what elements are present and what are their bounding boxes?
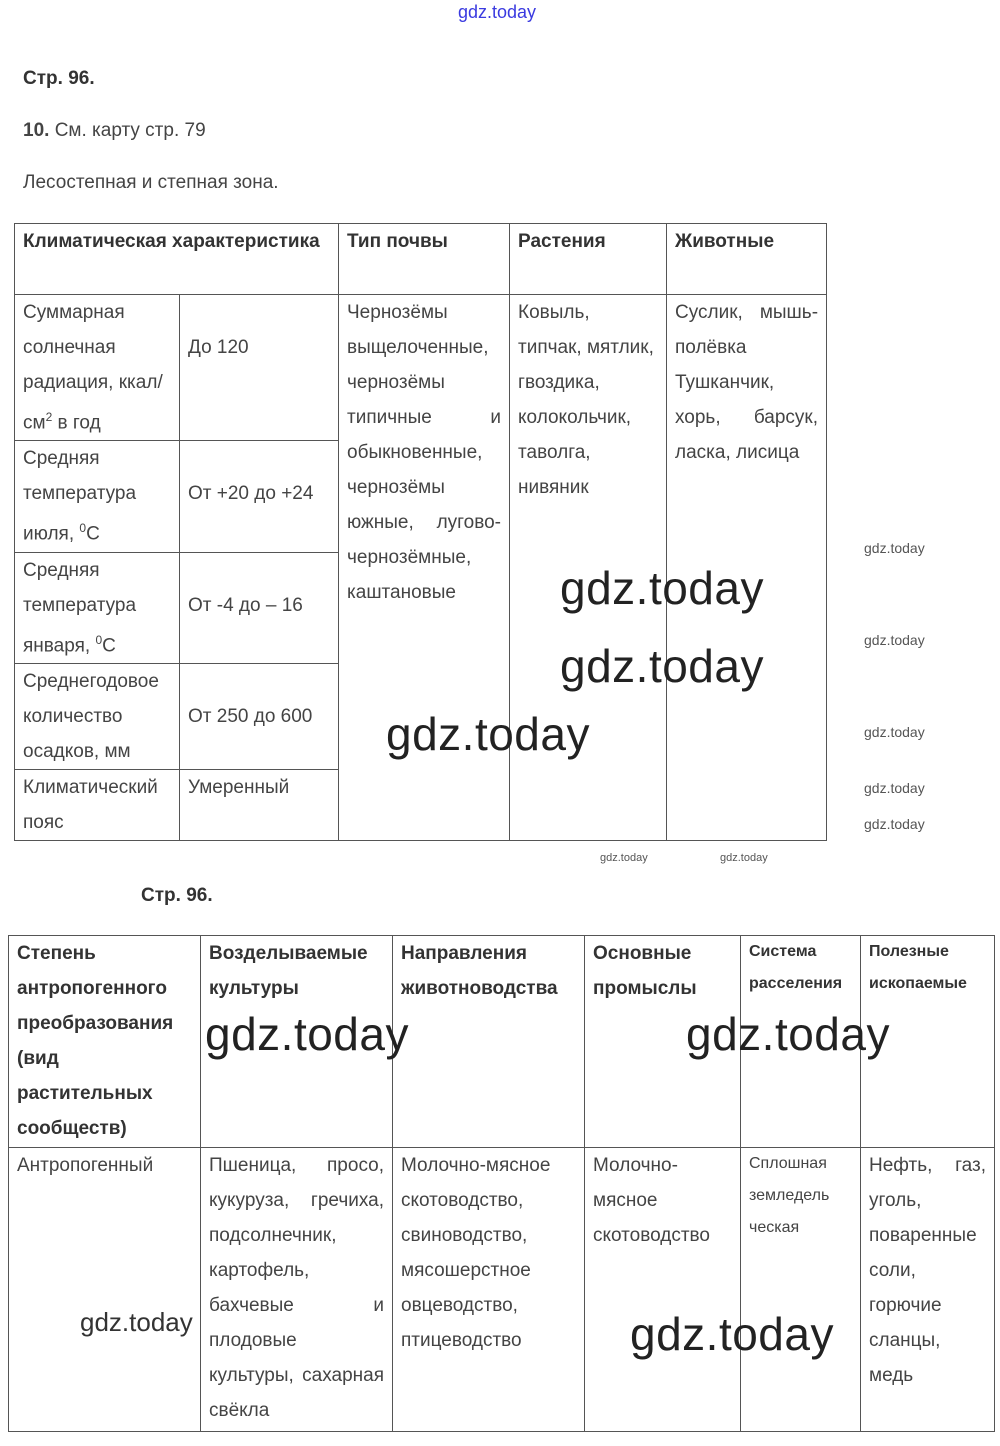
watermark: gdz.today <box>864 780 925 796</box>
header-transformation: Степень антропогенного преобразования (вид растительных сообществ) <box>9 936 201 1148</box>
watermark: gdz.today <box>864 724 925 740</box>
climate-label: Средняя температура июля, $^0$С <box>15 441 180 552</box>
watermark: gdz.today <box>600 852 648 864</box>
crops-cell: Пшеница, просо, кукуруза, гречиха, подсолнечник, картофель, бахчевые и плодовые культуры, сахарная свёкла <box>201 1148 393 1432</box>
header-crops: Возделываемые культуры <box>201 936 393 1148</box>
climate-label: Суммарная солнечная радиация, ккал/$см^2$ в год <box>15 295 180 441</box>
zone-title: Лесостепная и степная зона. <box>23 172 279 193</box>
transformation-cell: Антропогенный <box>9 1148 201 1432</box>
header-livestock: Направления животноводства <box>393 936 585 1148</box>
task-number: 10. <box>23 120 50 141</box>
table-row <box>9 1148 995 1432</box>
table-header-row <box>15 224 827 295</box>
task-text: См. карту стр. 79 <box>54 120 206 141</box>
climate-value: От -4 до – 16 <box>180 552 339 663</box>
header-animals: Животные <box>667 224 827 295</box>
soil-cell: Чернозёмы выщелоченные, чернозёмы типичные и обыкновенные, чернозёмы южные, лугово-чернозёмные, каштановые <box>339 295 510 841</box>
watermark: gdz.today <box>864 816 925 832</box>
settlement-cell: Сплошная земледель ческая <box>741 1148 861 1432</box>
watermark-top: gdz.today <box>458 2 537 22</box>
watermark: gdz.today <box>630 1308 834 1360</box>
watermark: gdz.today <box>864 632 925 648</box>
trades-cell: Молочно-мясное скотоводство <box>585 1148 741 1432</box>
header-soil: Тип почвы <box>339 224 510 295</box>
header-minerals: Полезные ископаемые <box>861 936 995 1148</box>
climate-label: Среднегодовое количество осадков, мм <box>15 663 180 769</box>
climate-value: Умеренный <box>180 769 339 840</box>
climate-value: От +20 до +24 <box>180 441 339 552</box>
watermark: gdz.today <box>720 852 768 864</box>
header-climate: Климатическая характеристика <box>15 224 339 295</box>
page-heading-2: Стр. 96. <box>141 885 213 906</box>
minerals-cell: Нефть, газ, уголь, поваренные соли, горючие сланцы, медь <box>861 1148 995 1432</box>
watermark: gdz.today <box>560 562 764 614</box>
watermark: gdz.today <box>686 1008 890 1060</box>
watermark: gdz.today <box>864 540 925 556</box>
page-heading-1: Стр. 96. <box>23 68 95 89</box>
watermark: gdz.today <box>205 1008 409 1060</box>
climate-label: Средняя температура января, $^0$С <box>15 552 180 663</box>
watermark: gdz.today <box>386 708 590 760</box>
header-trades: Основные промыслы <box>585 936 741 1148</box>
table-row <box>15 295 827 441</box>
plants-cell: Ковыль, типчак, мятлик, гвоздика, колокольчик, таволга, нивяник <box>510 295 667 841</box>
animals-cell: Суслик, мышь-полёвка Тушканчик, хорь, барсук, ласка, лисица <box>667 295 827 841</box>
climate-value: От 250 до 600 <box>180 663 339 769</box>
watermark: gdz.today <box>560 640 764 692</box>
climate-label: Климатический пояс <box>15 769 180 840</box>
header-settlement: Система расселения <box>741 936 861 1148</box>
climate-value: До 120 <box>180 295 339 441</box>
header-plants: Растения <box>510 224 667 295</box>
livestock-cell: Молочно-мясное скотоводство, свиноводство, мясошерстное овцеводство, птицеводство <box>393 1148 585 1432</box>
task-line <box>23 120 206 142</box>
watermark: gdz.today <box>80 1307 193 1337</box>
